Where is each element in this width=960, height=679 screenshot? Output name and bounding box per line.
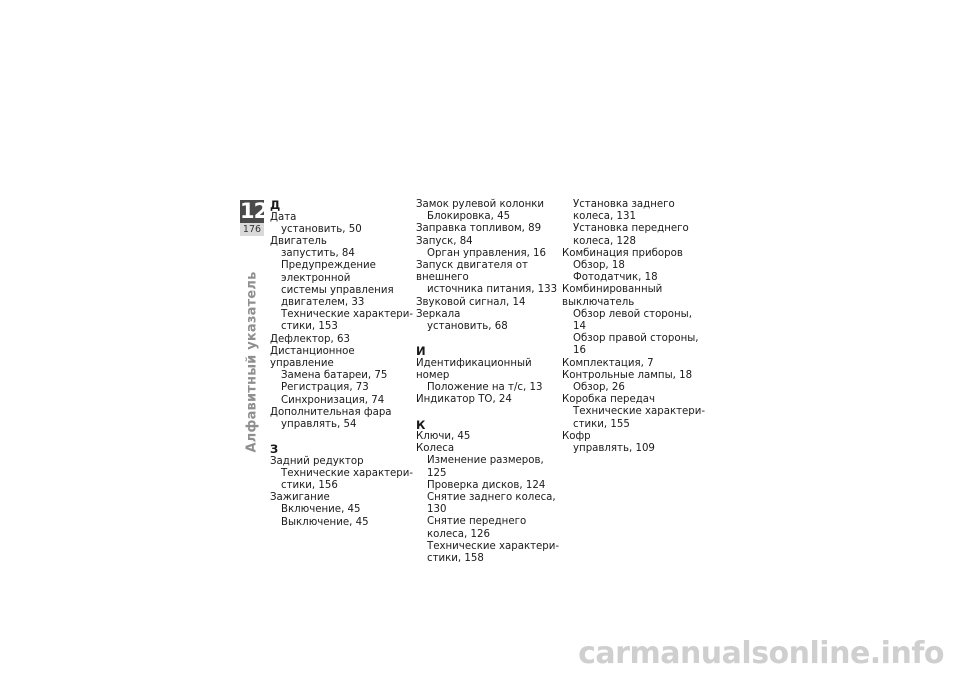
chapter-tab xyxy=(240,199,268,236)
index-subentry: Предупреждение электронной xyxy=(281,260,376,284)
index-entry: Запуск двигателя от внешнего xyxy=(416,260,528,284)
index-entry: Ключи, 45 xyxy=(416,431,471,443)
index-entry: Комплектация, 7 xyxy=(562,357,654,369)
index-subentry: Технические характери- xyxy=(281,467,414,479)
index-subentry: запустить, 84 xyxy=(281,248,355,260)
index-entry: Замок рулевой колонки xyxy=(416,199,545,210)
index-entry: Контрольные лампы, 18 xyxy=(562,369,693,381)
index-entry: Дата xyxy=(270,211,297,223)
index-subentry: Технические характери- xyxy=(281,309,414,321)
index-subentry: Обзор левой стороны, 14 xyxy=(573,308,692,333)
index-entry: Заправка топливом, 89 xyxy=(416,223,542,235)
index-entry: Задний редуктор xyxy=(270,455,364,467)
index-subentry: Установка переднего xyxy=(573,223,689,235)
index-entry: Запуск, 84 xyxy=(416,235,473,247)
index-subentry: Синхронизация, 74 xyxy=(281,394,385,406)
index-subentry: Обзор, 18 xyxy=(573,260,625,272)
index-subentry: стики, 156 xyxy=(281,480,338,492)
index-subentry: Регистрация, 73 xyxy=(281,382,369,394)
index-subentry: стики, 158 xyxy=(427,553,484,565)
index-column-3 xyxy=(562,199,708,455)
index-subentry: Обзор правой стороны, 16 xyxy=(573,333,699,357)
index-letter-heading: И xyxy=(416,344,426,359)
index-subentry: управлять, 109 xyxy=(573,443,655,455)
index-subentry: Орган управления, 16 xyxy=(427,247,547,259)
chapter-title: Алфавитный указатель xyxy=(244,271,260,453)
index-entry: Дефлектор, 63 xyxy=(270,333,350,345)
index-entry: Двигатель xyxy=(270,235,327,247)
index-subentry: источника питания, 133 xyxy=(427,284,558,296)
index-entry: Комбинация приборов xyxy=(562,247,683,259)
index-subentry: Включение, 45 xyxy=(281,504,361,516)
index-subentry: Снятие заднего колеса, 130 xyxy=(427,492,556,516)
index-subentry: Положение на т/с, 13 xyxy=(427,382,543,394)
index-subentry: управлять, 54 xyxy=(281,418,357,430)
index-subentry: Проверка дисков, 124 xyxy=(427,479,546,491)
index-entry: Колеса xyxy=(416,443,455,455)
index-subentry: Фотодатчик, 18 xyxy=(573,272,658,284)
index-subentry: Замена батареи, 75 xyxy=(281,370,388,382)
index-entry: Комбинированный выключатель xyxy=(562,284,663,308)
index-subentry: стики, 153 xyxy=(281,321,338,333)
index-subentry: Изменение размеров, 125 xyxy=(427,455,544,479)
index-subentry: колеса, 126 xyxy=(427,528,490,540)
index-entry: Дистанционное управление xyxy=(270,345,355,369)
index-column-1 xyxy=(270,199,416,529)
index-subentry: системы управления xyxy=(281,284,394,296)
index-entry: Звуковой сигнал, 14 xyxy=(416,296,526,308)
chapter-number: 12 xyxy=(240,199,268,223)
index-entry: Индикатор ТО, 24 xyxy=(416,394,512,406)
index-subentry: Технические характери- xyxy=(427,540,560,552)
watermark: carmanualsonline.info xyxy=(578,636,944,671)
index-entry: Зажигание xyxy=(270,492,330,504)
index-subentry: стики, 155 xyxy=(573,418,630,430)
index-entry: Кофр xyxy=(562,430,591,442)
index-subentry: Обзор, 26 xyxy=(573,382,625,394)
index-letter-heading: Д xyxy=(270,198,281,212)
index-subentry: двигателем, 33 xyxy=(281,296,365,308)
index-subentry: колеса, 128 xyxy=(573,235,636,247)
index-subentry: установить, 68 xyxy=(427,321,508,333)
index-subentry: Блокировка, 45 xyxy=(427,211,511,223)
index-entry: Дополнительная фара xyxy=(270,406,392,418)
index-subentry: колеса, 131 xyxy=(573,211,636,223)
index-subentry: Выключение, 45 xyxy=(281,516,369,528)
index-letter-heading: З xyxy=(270,442,279,457)
index-entry: Идентификационный номер xyxy=(416,357,532,381)
index-column-2 xyxy=(416,199,562,565)
index-subentry: Технические характери- xyxy=(573,406,706,418)
index-entry: Коробка передач xyxy=(562,394,656,406)
index-subentry: Снятие переднего xyxy=(427,516,527,528)
index-entry: Зеркала xyxy=(416,308,461,320)
index-letter-heading: К xyxy=(416,417,426,432)
index-subentry: установить, 50 xyxy=(281,223,362,235)
page-number: 176 xyxy=(240,223,264,236)
index-subentry: Установка заднего xyxy=(573,199,675,210)
